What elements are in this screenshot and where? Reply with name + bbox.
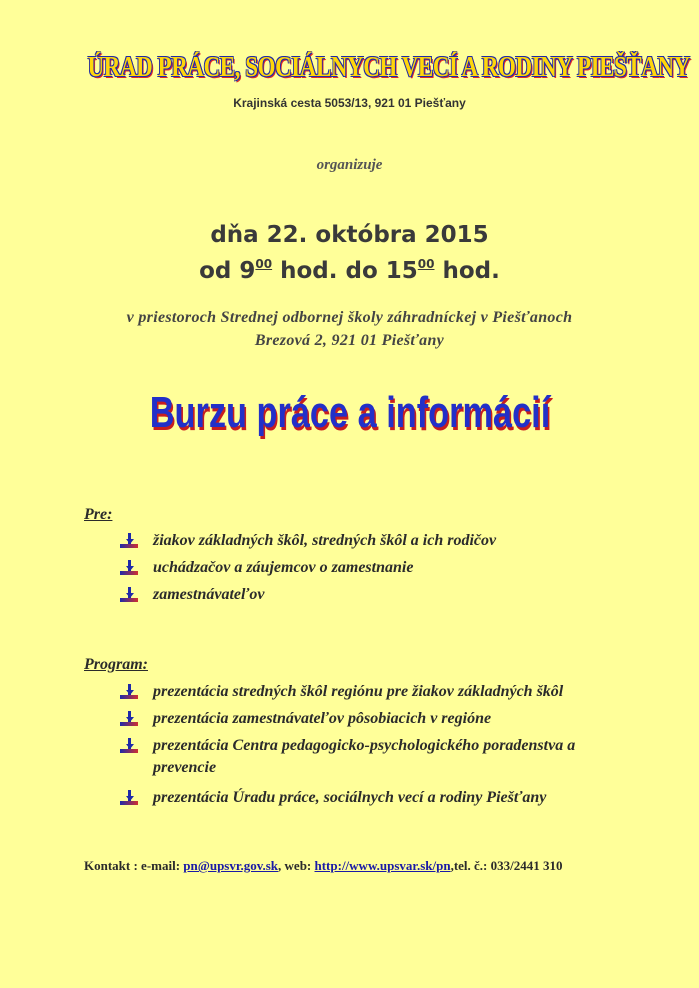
pre-list-item	[120, 584, 264, 606]
email-link[interactable]: pn@upsvr.gov.sk	[183, 858, 279, 873]
contact-prefix: Kontakt : e-mail:	[84, 858, 184, 873]
bullet-arrow-icon	[120, 533, 140, 549]
event-name: Burzu práce a informácií	[149, 388, 551, 437]
pre-section-label: Pre:	[84, 506, 113, 523]
bullet-arrow-icon	[120, 587, 140, 603]
time-suffix: hod.	[434, 258, 500, 284]
time-prefix: od 9	[199, 258, 256, 284]
pre-list-item	[120, 530, 496, 552]
pre-item-text: žiakov základných škôl, stredných škôl a ich rodičov	[153, 532, 497, 549]
program-item-text: prezentácia stredných škôl regiónu pre žiakov základných škôl	[153, 683, 564, 700]
bullet-arrow-icon	[120, 738, 140, 754]
program-list-item	[120, 681, 563, 703]
program-item-text: prezentácia Úradu práce, sociálnych vecí a rodiny Piešťany	[153, 789, 547, 806]
phone-text: ,tel. č.: 033/2441 310	[450, 858, 563, 873]
bullet-arrow-icon	[120, 560, 140, 576]
program-list-item	[120, 735, 630, 779]
pre-item-text: uchádzačov a záujemcov o zamestnanie	[153, 559, 414, 576]
bullet-arrow-icon	[120, 790, 140, 806]
program-list-item	[120, 708, 491, 730]
office-address: Krajinská cesta 5053/13, 921 01 Piešťany	[233, 96, 466, 110]
program-item-text: prezentácia Centra pedagogicko-psychologického poradenstva a prevencie	[153, 737, 576, 776]
web-link[interactable]: http://www.upsvar.sk/pn	[314, 858, 451, 873]
bullet-arrow-icon	[120, 711, 140, 727]
pre-list-item	[120, 557, 413, 579]
program-list-item	[120, 787, 546, 809]
office-title: ÚRAD PRÁCE, SOCIÁLNYCH VECÍ A RODINY PIEŠŤANY	[87, 52, 690, 83]
contact-line	[84, 858, 563, 874]
event-date: dňa 22. októbra 2015	[210, 222, 489, 248]
organizuje-text: organizuje	[316, 157, 383, 173]
time-start-sup: 00	[255, 257, 273, 271]
event-time	[0, 257, 699, 284]
time-mid: hod. do 15	[272, 258, 418, 284]
web-prefix: , web:	[278, 858, 315, 873]
venue-line-2: Brezová 2, 921 01 Piešťany	[254, 332, 445, 349]
pre-item-text: zamestnávateľov	[153, 586, 265, 603]
venue-line-1: v priestoroch Strednej odbornej školy záhradníckej v Piešťanoch	[126, 309, 573, 326]
program-section-label: Program:	[84, 656, 148, 673]
program-item-text: prezentácia zamestnávateľov pôsobiacich v regióne	[153, 710, 492, 727]
time-end-sup: 00	[417, 257, 435, 271]
bullet-arrow-icon	[120, 684, 140, 700]
